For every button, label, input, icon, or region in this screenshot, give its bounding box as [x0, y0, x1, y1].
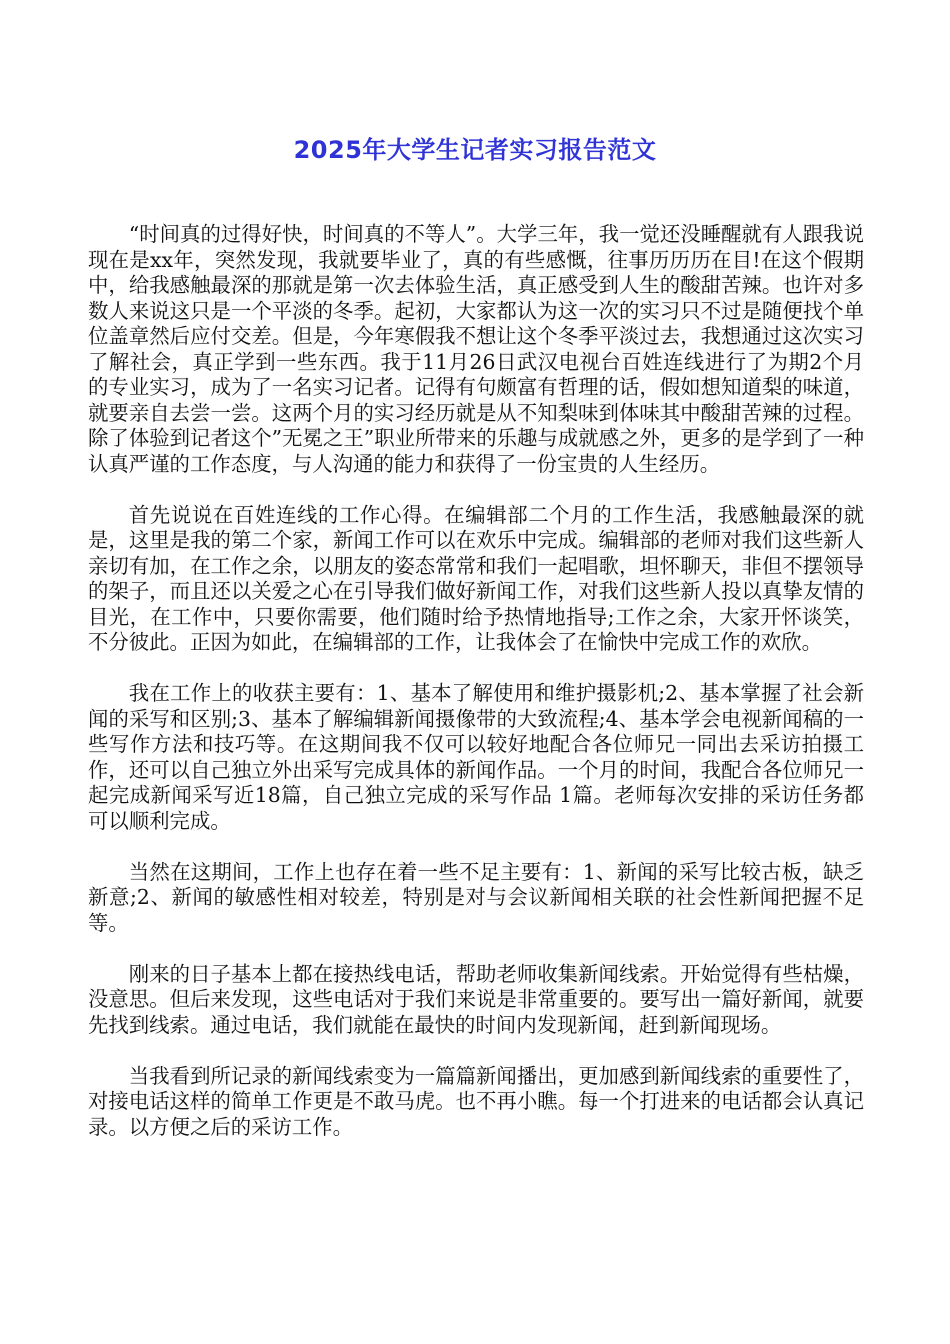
body-paragraph-5: 刚来的日子基本上都在接热线电话，帮助老师收集新闻线索。开始觉得有些枯燥，没意思。但后来发现，这些电话对于我们来说是非常重要的。要写出一篇好新闻，就要先找到线索。通过电话，我们就能在最快的时间内发现新闻，赶到新闻现场。 [88, 961, 864, 1037]
body-paragraph-4: 当然在这期间，工作上也存在着一些不足主要有：1、新闻的采写比较古板，缺乏新意;2、新闻的敏感性相对较差，特别是对与会议新闻相关联的社会性新闻把握不足等。 [88, 859, 864, 935]
body-paragraph-6: 当我看到所记录的新闻线索变为一篇篇新闻播出，更加感到新闻线索的重要性了，对接电话这样的简单工作更是不敢马虎。也不再小瞧。每一个打进来的电话都会认真记录。以方便之后的采访工作。 [88, 1063, 864, 1139]
document-title: 2025年大学生记者实习报告范文 [293, 136, 657, 164]
body-paragraph-3: 我在工作上的收获主要有：1、基本了解使用和维护摄影机;2、基本掌握了社会新闻的采写和区别;3、基本了解编辑新闻摄像带的大致流程;4、基本学会电视新闻稿的一些写作方法和技巧等。在这期间我不仅可以较好地配合各位师兄一同出去采访拍摄工作，还可以自己独立外出采写完成具体的新闻作品。一个月的时间，我配合各位师兄一起完成新闻采写近18篇，自己独立完成的采写作品 1篇。老师每次安排的采访任务都可以顺利完成。 [88, 681, 864, 833]
body-paragraph-1: “时间真的过得好快，时间真的不等人”。大学三年，我一觉还没睡醒就有人跟我说现在是xx年，突然发现，我就要毕业了，真的有些感慨，往事历历历在目!在这个假期中，给我感触最深的那就是第一次去体验生活，真正感受到人生的酸甜苦辣。也许对多数人来说这只是一个平淡的冬季。起初，大家都认为这一次的实习只不过是随便找个单位盖章然后应付交差。但是，今年寒假我不想让这个冬季平淡过去，我想通过这次实习了解社会，真正学到一些东西。我于11月26日武汉电视台百姓连线进行了为期2个月的专业实习，成为了一名实习记者。记得有句颇富有哲理的话，假如想知道梨的味道，就要亲自去尝一尝。这两个月的实习经历就是从不知梨味到体味其中酸甜苦辣的过程。除了体验到记者这个”无冕之王”职业所带来的乐趣与成就感之外，更多的是学到了一种认真严谨的工作态度，与人沟通的能力和获得了一份宝贵的人生经历。 [88, 222, 864, 476]
body-paragraph-2: 首先说说在百姓连线的工作心得。在编辑部二个月的工作生活，我感触最深的就是，这里是我的第二个家，新闻工作可以在欢乐中完成。编辑部的老师对我们这些新人亲切有加，在工作之余，以朋友的姿态常常和我们一起唱歌，坦怀聊天，非但不摆领导的架子，而且还以关爱之心在引导我们做好新闻工作，对我们这些新人投以真挚友情的目光，在工作中，只要你需要，他们随时给予热情地指导;工作之余，大家开怀谈笑，不分彼此。正因为如此，在编辑部的工作，让我体会了在愉快中完成工作的欢欣。 [88, 502, 864, 654]
document-body [88, 222, 864, 1140]
